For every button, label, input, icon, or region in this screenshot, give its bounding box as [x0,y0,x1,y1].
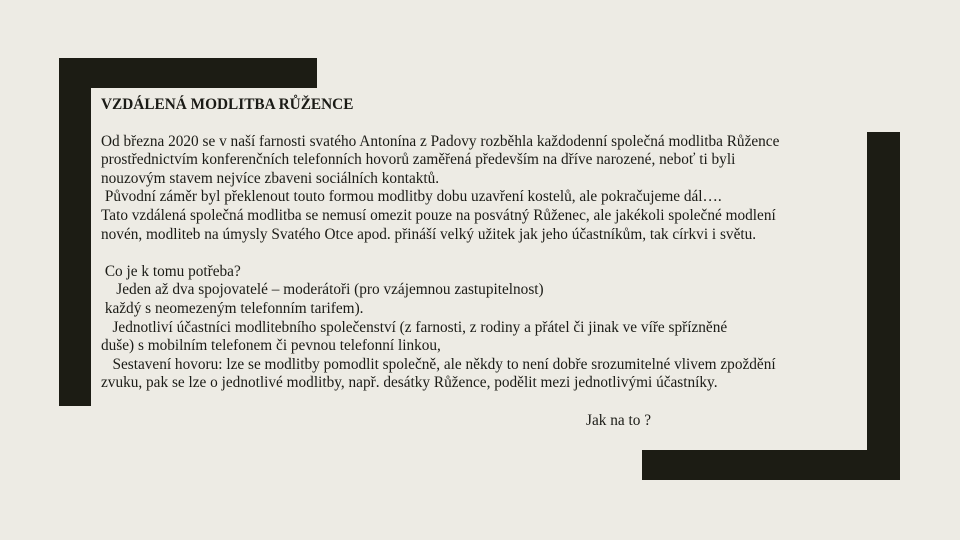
paragraph-gap [101,393,871,412]
slide-content [101,96,871,430]
closing-line: Jak na to ? [586,411,651,429]
body-line: Od března 2020 se v naší farnosti svatého Antonína z Padovy rozběhla každodenní společná modlitba Růžence [101,132,780,150]
body-line: Jednotliví účastníci modlitebního společenství (z farnosti, z rodiny a přátel či jinak ve víře spřízněné [101,318,728,336]
body-line: prostřednictvím konferenčních telefonních hovorů zaměřená především na dříve narozené, neboť ti byli [101,151,736,169]
slide-title: VZDÁLENÁ MODLITBA RŮŽENCE [101,96,354,113]
body-line: nouzovým stavem nejvíce zbaveni sociálních kontaktů. [101,169,440,187]
body-line: duše) s mobilním telefonem či pevnou telefonní linkou, [101,337,441,355]
paragraph-gap [101,244,871,263]
body-line: Původní záměr byl překlenout touto formou modlitby dobu uzavření kostelů, ale pokračujeme dál…. [101,188,722,206]
body-line: zvuku, pak se lze o jednotlivé modlitby, např. desátky Růžence, podělit mezi jednotlivými účastníky. [101,374,718,392]
body-line: Jeden až dva spojovatelé – moderátoři (pro vzájemnou zastupitelnost) [101,281,544,299]
body-line: každý s neomezeným telefonním tarifem). [101,299,364,317]
body-line: Co je k tomu potřeba? [101,262,241,280]
body-line: Sestavení hovoru: lze se modlitby pomodlit společně, ale někdy to není dobře srozumitelné vlivem zpoždění [101,355,776,373]
body-line: novén, modliteb na úmysly Svatého Otce apod. přináší velký užitek jak jeho účastníkům, tak církvi i světu. [101,225,757,243]
body-line: Tato vzdálená společná modlitba se nemusí omezit pouze na posvátný Růženec, ale jakékoli společné modlení [101,206,776,224]
